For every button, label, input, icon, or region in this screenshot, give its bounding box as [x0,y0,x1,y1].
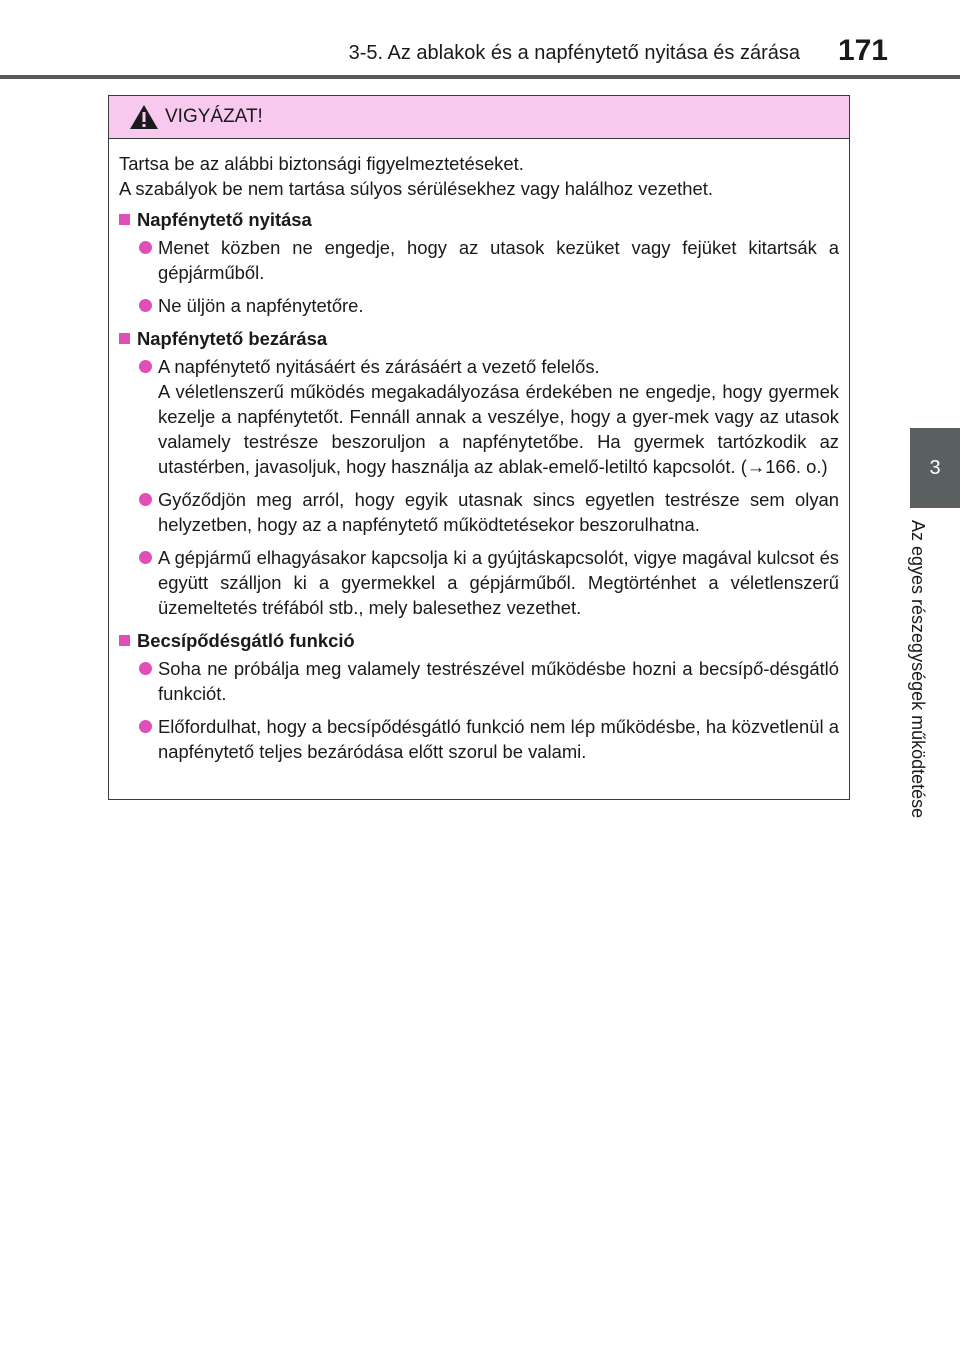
section-heading [119,207,839,232]
round-bullet-icon [139,720,152,733]
caution-title: VIGYÁZAT! [165,106,263,127]
list-item-line: A napfénytető nyitásáért és zárásáért a vezető felelős. [158,356,600,377]
list-item-text: Soha ne próbálja meg valamely testrészével működésbe hozni a becsípő-désgátló funkciót. [158,658,839,704]
round-bullet-icon [139,299,152,312]
square-bullet-icon [119,214,130,225]
caution-body [109,139,849,764]
list-item-text: Ne üljön a napfénytetőre. [158,295,364,316]
list-item-text: A gépjármű elhagyásakor kapcsolja ki a gyújtáskapcsolót, vigye magával kulcsot és együtt szálljon ki a gyermekkel a gépjárműből. Megtörténhet a véletlenszerű üzemeltetés tréfából stb., mely balesethez vezethet. [158,547,839,618]
warning-icon [129,104,159,130]
section-heading [119,326,839,351]
list-item-text: Győződjön meg arról, hogy egyik utasnak sincs egyetlen testrésze sem olyan helyzetben, hogy az a napfénytető működtetésekor beszorulhatna. [158,489,839,535]
round-bullet-icon [139,241,152,254]
list-item-text: Menet közben ne engedje, hogy az utasok kezüket vagy fejüket kitartsák a gépjárműből. [158,237,839,283]
list-item [119,487,839,537]
round-bullet-icon [139,360,152,373]
header-title: 3-5. Az ablakok és a napfénytető nyitása és zárása [348,42,800,64]
list-item [119,714,839,764]
page-number: 171 [837,34,888,67]
list-item [119,545,839,620]
header-rule [0,75,960,79]
section-heading-text: Napfénytető nyitása [137,209,312,230]
list-item-text: Előfordulhat, hogy a becsípődésgátló funkció nem lép működésbe, ha közvetlenül a napfénytető teljes bezáródása előtt szorul be valami. [158,716,839,762]
round-bullet-icon [139,662,152,675]
chapter-number: 3 [929,456,941,479]
list-item [119,293,839,318]
chapter-tab [910,428,960,508]
square-bullet-icon [119,333,130,344]
list-item [119,235,839,285]
list-item-text [158,354,839,479]
round-bullet-icon [139,551,152,564]
section-heading [119,628,839,653]
section-heading-text: Becsípődésgátló funkció [137,630,355,651]
caution-header [109,96,849,139]
round-bullet-icon [139,493,152,506]
square-bullet-icon [119,635,130,646]
caution-box [108,95,850,800]
intro-line: Tartsa be az alábbi biztonsági figyelmeztetéseket. [119,153,524,174]
list-item [119,656,839,706]
list-item-line: A véletlenszerű működés megakadályozása érdekében ne engedje, hogy gyermek kezelje a napfénytetőt. Fennáll annak a veszélye, hogy a gyer-mek vagy az utasok valamely testrésze beszoruljon a napfénytetőbe. Ha gyermek tartózkodik az utastérben, javasoljuk, hogy használja az ablak-emelő-letiltó kapcsolót. (→166. o.) [158,381,839,477]
caution-intro [119,151,839,201]
list-item [119,354,839,479]
section-heading-text: Napfénytető bezárása [137,328,328,349]
chapter-title: Az egyes részegységek működtetése [908,520,928,819]
intro-line: A szabályok be nem tartása súlyos sérülésekhez vagy halálhoz vezethet. [119,178,713,199]
